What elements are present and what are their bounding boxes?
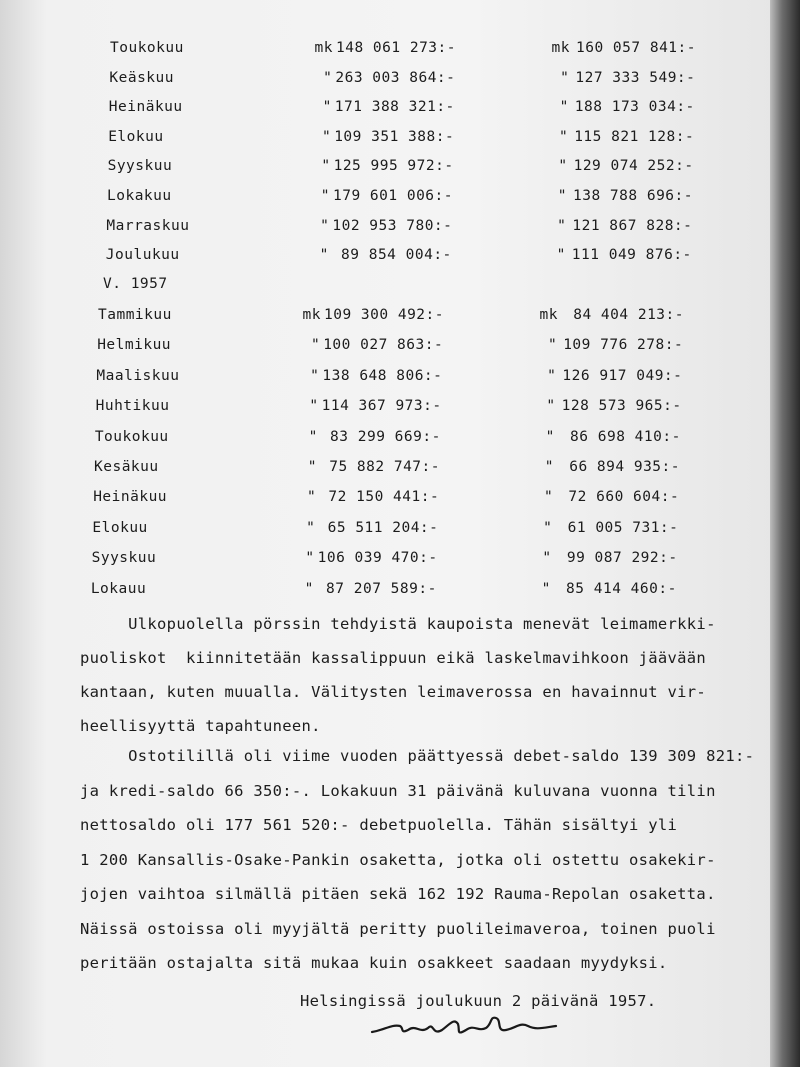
year-heading: V. 1957 bbox=[103, 276, 168, 292]
ledger-row bbox=[0, 337, 757, 363]
currency-mark: " bbox=[307, 459, 317, 475]
ledger-row bbox=[0, 307, 758, 333]
amount-column-1: 75 882 747:- bbox=[320, 459, 440, 475]
handwritten-signature bbox=[370, 1010, 560, 1042]
ledger-row bbox=[0, 398, 756, 424]
amount-column-2: 128 573 965:- bbox=[561, 398, 682, 415]
month-label: Toukokuu bbox=[94, 428, 169, 445]
ledger-row bbox=[8, 158, 768, 184]
month-label: Keäskuu bbox=[109, 69, 174, 86]
month-label: Syyskuu bbox=[107, 158, 173, 175]
amount-column-1: 114 367 973:- bbox=[321, 398, 442, 415]
ledger-row bbox=[0, 581, 751, 607]
currency-mark: " bbox=[304, 580, 314, 597]
amount-column-2: 61 005 731:- bbox=[558, 519, 679, 536]
month-label: Tammikuu bbox=[98, 307, 172, 323]
closing-date-text: Helsingissä joulukuun 2 päivänä 1957. bbox=[300, 992, 657, 1010]
amount-column-1: 100 027 863:- bbox=[323, 337, 444, 354]
amount-column-1: 106 039 470:- bbox=[317, 550, 438, 567]
ledger-row bbox=[0, 550, 752, 576]
ledger-row bbox=[10, 40, 770, 66]
amount-column-1: 171 388 321:- bbox=[334, 99, 455, 116]
ledger-row bbox=[7, 188, 767, 214]
ledger-row bbox=[8, 129, 768, 155]
currency-mark: " bbox=[543, 519, 553, 536]
ledger-row bbox=[0, 489, 753, 515]
currency-mark: " bbox=[306, 519, 316, 536]
amount-column-1: 179 601 006:- bbox=[333, 188, 453, 204]
currency-mark: " bbox=[320, 188, 330, 204]
amount-column-1: 148 061 273:- bbox=[336, 40, 456, 56]
month-label: Elokuu bbox=[108, 128, 164, 145]
paragraph-stamp-tax bbox=[80, 608, 780, 748]
currency-mark: " bbox=[308, 428, 318, 445]
currency-mark: mk bbox=[551, 40, 570, 56]
paragraph-line: Ulkopuolella pörssin tehdyistä kaupoista menevät leimamerkki- bbox=[80, 615, 716, 633]
paragraph-line: puoliskot kiinnitetään kassalippuun eikä laskelmavihkoon jäävään bbox=[80, 649, 707, 667]
amount-column-2: 99 087 292:- bbox=[557, 550, 678, 567]
currency-mark: " bbox=[309, 398, 319, 415]
month-label: Syyskuu bbox=[91, 550, 157, 567]
month-label: Elokuu bbox=[92, 519, 148, 536]
currency-mark: " bbox=[323, 69, 333, 86]
amount-column-2: 84 404 213:- bbox=[564, 307, 684, 323]
currency-mark: " bbox=[559, 99, 569, 116]
paragraph-line: jojen vaihtoa silmällä pitäen sekä 162 192 Rauma-Repolan osaketta. bbox=[80, 885, 716, 903]
amount-column-1: 138 648 806:- bbox=[322, 367, 443, 384]
month-label: Joulukuu bbox=[105, 247, 180, 264]
paragraph-line: kantaan, kuten muualla. Välitysten leimaverossa en havainnut vir- bbox=[80, 683, 707, 701]
currency-mark: " bbox=[547, 367, 557, 384]
paragraph-purchase-account bbox=[80, 740, 780, 990]
currency-mark: " bbox=[306, 489, 317, 506]
currency-mark: " bbox=[310, 367, 320, 384]
amount-column-2: 160 057 841:- bbox=[576, 40, 696, 56]
month-label: Heinäkuu bbox=[108, 99, 183, 116]
currency-mark: " bbox=[546, 398, 556, 415]
ledger-row bbox=[0, 520, 752, 546]
currency-mark: " bbox=[544, 459, 554, 475]
paragraph-line: ja kredi-saldo 66 350:-. Lokakuun 31 päivänä kuluvana vuonna tilin bbox=[80, 781, 716, 800]
amount-column-2: 126 917 049:- bbox=[562, 367, 683, 384]
ledger-row bbox=[9, 70, 769, 96]
currency-mark: " bbox=[319, 247, 329, 264]
currency-mark: " bbox=[305, 550, 315, 567]
amount-column-2: 188 173 034:- bbox=[574, 99, 695, 116]
currency-mark: " bbox=[558, 128, 569, 145]
currency-mark: mk bbox=[302, 307, 321, 323]
currency-mark: " bbox=[541, 580, 551, 597]
month-label: Toukokuu bbox=[110, 40, 184, 56]
currency-mark: " bbox=[321, 158, 331, 175]
paragraph-line: heellisyyttä tapahtuneen. bbox=[80, 717, 321, 735]
month-label: Helmikuu bbox=[97, 337, 172, 354]
amount-column-1: 263 003 864:- bbox=[335, 69, 456, 86]
ledger-row bbox=[9, 99, 769, 125]
amount-column-2: 111 049 876:- bbox=[571, 247, 692, 264]
paragraph-line: 1 200 Kansallis-Osake-Pankin osaketta, jotka oli ostettu osakekir- bbox=[80, 850, 716, 869]
currency-mark: mk bbox=[314, 40, 333, 56]
currency-mark: " bbox=[542, 550, 552, 567]
amount-column-2: 115 821 128:- bbox=[574, 128, 695, 145]
month-label: Heinäkuu bbox=[93, 489, 168, 506]
currency-mark: " bbox=[545, 428, 555, 445]
paragraph-line: nettosaldo oli 177 561 520:- debetpuolella. Tähän sisältyi yli bbox=[80, 816, 678, 834]
amount-column-2: 129 074 252:- bbox=[573, 158, 694, 175]
ledger-row bbox=[0, 459, 754, 485]
currency-mark: mk bbox=[539, 307, 558, 323]
currency-mark: " bbox=[560, 69, 570, 86]
amount-column-2: 109 776 278:- bbox=[563, 337, 684, 354]
month-label: Lokakuu bbox=[107, 188, 172, 204]
ledger-row bbox=[0, 429, 755, 455]
currency-mark: " bbox=[556, 247, 566, 264]
amount-column-2: 66 894 935:- bbox=[560, 459, 680, 475]
amount-column-2: 72 660 604:- bbox=[559, 489, 680, 506]
amount-column-1: 72 150 441:- bbox=[319, 489, 440, 506]
currency-mark: " bbox=[310, 337, 321, 354]
month-label: Lokauu bbox=[90, 580, 147, 597]
currency-mark: " bbox=[558, 158, 568, 175]
currency-mark: " bbox=[557, 188, 567, 204]
amount-column-1: 109 351 388:- bbox=[334, 128, 455, 145]
amount-column-2: 121 867 828:- bbox=[572, 217, 693, 234]
amount-column-2: 86 698 410:- bbox=[560, 428, 681, 445]
month-label: Maaliskuu bbox=[96, 367, 180, 384]
month-label: Marraskuu bbox=[106, 217, 190, 234]
amount-column-1: 89 854 004:- bbox=[331, 247, 452, 264]
ledger-row bbox=[6, 247, 766, 273]
paragraph-line: peritään ostajalta sitä mukaa kuin osakkeet saadaan myydyksi. bbox=[80, 954, 668, 972]
paragraph-line: Ostotilillä oli viime vuoden päättyessä debet-saldo 139 309 821:- bbox=[80, 747, 755, 765]
amount-column-2: 138 788 696:- bbox=[573, 188, 693, 204]
currency-mark: " bbox=[320, 217, 330, 234]
amount-column-1: 102 953 780:- bbox=[332, 217, 453, 234]
amount-column-1: 87 207 589:- bbox=[316, 580, 437, 597]
amount-column-2: 85 414 460:- bbox=[556, 580, 677, 597]
month-label: Huhtikuu bbox=[95, 398, 170, 415]
currency-mark: " bbox=[322, 99, 332, 116]
ledger-row bbox=[0, 368, 756, 394]
amount-column-1: 125 995 972:- bbox=[333, 158, 454, 175]
month-label: Kesäkuu bbox=[94, 459, 159, 475]
currency-mark: " bbox=[543, 489, 554, 506]
paragraph-line: Näissä ostoissa oli myyjältä peritty puolileimaveroa, toinen puoli bbox=[80, 919, 716, 938]
amount-column-1: 109 300 492:- bbox=[324, 307, 444, 323]
currency-mark: " bbox=[547, 337, 558, 354]
ledger-row bbox=[6, 218, 766, 244]
amount-column-1: 83 299 669:- bbox=[320, 428, 441, 445]
currency-mark: " bbox=[557, 217, 567, 234]
amount-column-2: 127 333 549:- bbox=[575, 69, 696, 86]
currency-mark: " bbox=[321, 128, 332, 145]
amount-column-1: 65 511 204:- bbox=[318, 519, 439, 536]
